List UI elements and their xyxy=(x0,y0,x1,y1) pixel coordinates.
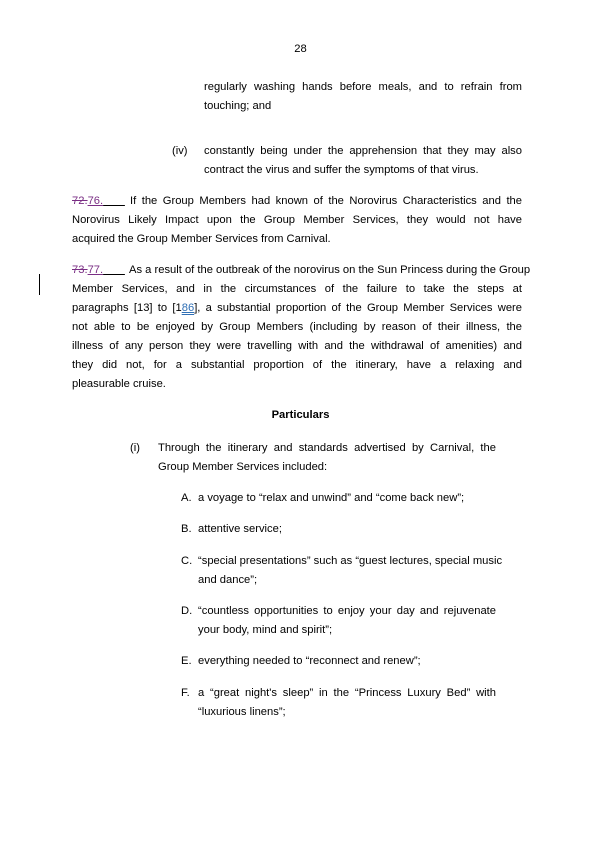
inserted-number: 77. xyxy=(87,264,104,276)
deleted-digit: 8 xyxy=(181,302,188,314)
list-item-a-line-1: a voyage to “relax and unwind” and “come back new”; xyxy=(198,492,465,504)
list-item-d-line-2: your body, mind and spirit”; xyxy=(198,624,333,636)
para-iii-line-2: touching; and xyxy=(204,100,272,112)
deleted-number: 73. xyxy=(72,264,88,276)
list-item-e-label: E. xyxy=(181,655,192,667)
list-item-c-label: C. xyxy=(181,555,193,567)
para-77-line-7: pleasurable cruise. xyxy=(72,378,166,390)
para-77-number xyxy=(72,261,125,280)
list-item-f-label: F. xyxy=(181,687,190,699)
para-77-line-2: Member Services, and in the circumstances of the failure to take the steps at xyxy=(72,283,522,295)
para-77-line-5: illness of any person they were travelling with and the withdrawal of amenities) and xyxy=(72,340,522,352)
para-77-line-1: As a result of the outbreak of the norovirus on the Sun Princess during the Group xyxy=(129,264,531,276)
page-number: 28 xyxy=(294,43,307,55)
para-76-line-2: Norovirus Likely Impact upon the Group Member Services, they would not have xyxy=(72,214,522,226)
para-76-number xyxy=(72,192,125,211)
para-77-line-3: paragraphs [13] to [186], a substantial proportion of the Group Member Services were xyxy=(72,302,522,314)
list-item-c-line-2: and dance”; xyxy=(198,574,258,586)
list-item-f-line-1: a “great night's sleep” in the “Princess Luxury Bed” with xyxy=(198,687,496,699)
inserted-digit: 6 xyxy=(187,302,195,314)
list-item-b-label: B. xyxy=(181,523,192,535)
particulars-item-i-line-2: Group Member Services included: xyxy=(158,461,328,473)
list-item-b-line-1: attentive service; xyxy=(198,523,282,535)
para-iv-label: (iv) xyxy=(172,145,188,157)
list-item-d-label: D. xyxy=(181,605,193,617)
para-77-line-4: not able to be enjoyed by Group Members (including by reason of their illness, the xyxy=(72,321,522,333)
particulars-heading: Particulars xyxy=(271,409,330,421)
list-item-f-line-2: “luxurious linens”; xyxy=(198,706,286,718)
list-item-c-line-1: “special presentations” such as “guest lectures, special music xyxy=(198,555,503,567)
particulars-item-i-line-1: Through the itinerary and standards advertised by Carnival, the xyxy=(158,442,496,454)
para-iii-line-1: regularly washing hands before meals, and to refrain from xyxy=(204,81,522,93)
particulars-item-i-label: (i) xyxy=(130,442,140,454)
deleted-number: 72. xyxy=(72,195,88,207)
list-item-a-label: A. xyxy=(181,492,192,504)
list-item-e-line-1: everything needed to “reconnect and renew”; xyxy=(198,655,421,667)
para-iv-line-2: contract the virus and suffer the symptoms of that virus. xyxy=(204,164,479,176)
para-76-line-1: If the Group Members had known of the Norovirus Characteristics and the xyxy=(130,195,522,207)
para-77-line-6: they did not, for a substantial proportion of the itinerary, have a relaxing and xyxy=(72,359,522,371)
list-item-d-line-1: “countless opportunities to enjoy your day and rejuvenate xyxy=(198,605,496,617)
inserted-number: 76. xyxy=(87,195,104,207)
para-76-line-3: acquired the Group Member Services from Carnival. xyxy=(72,233,331,245)
change-bar xyxy=(39,274,40,295)
para-iv-line-1: constantly being under the apprehension that they may also xyxy=(204,145,522,157)
